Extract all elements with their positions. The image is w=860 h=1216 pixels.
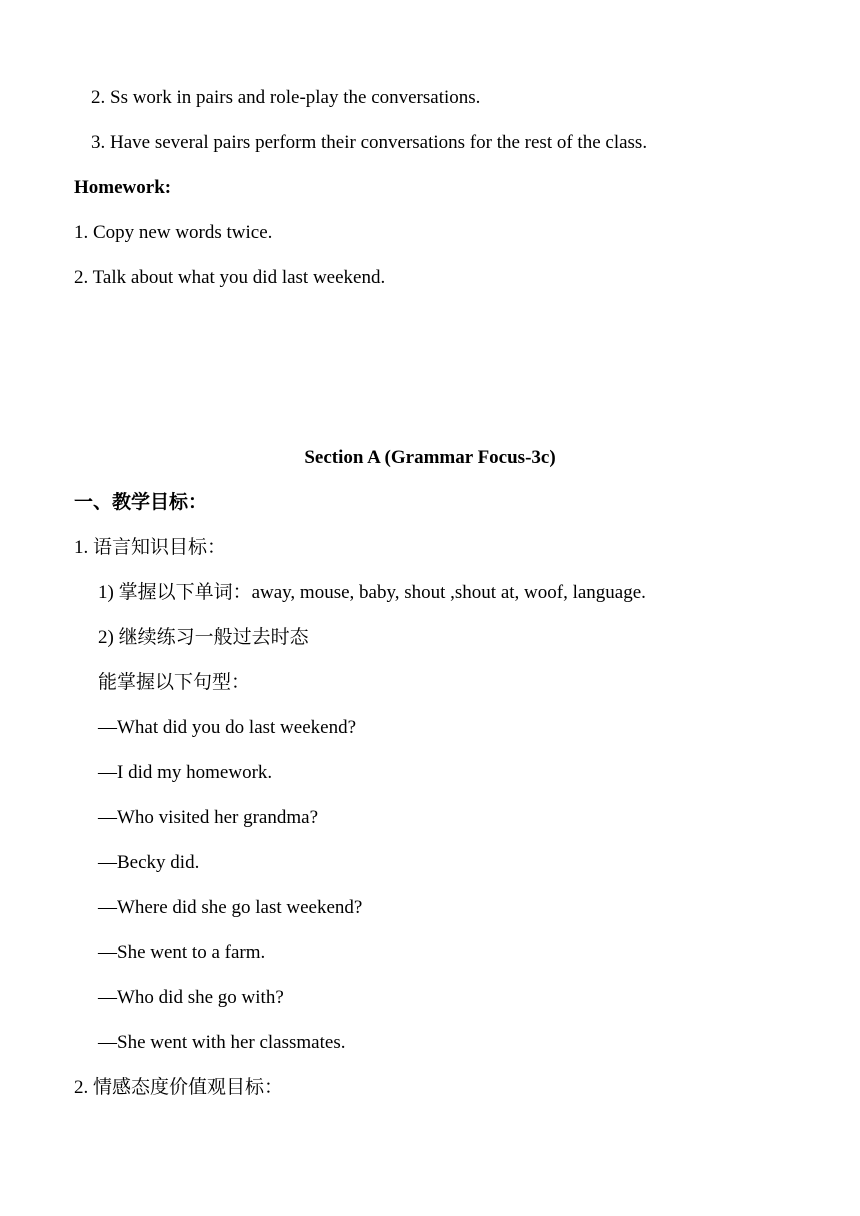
step-3-text: 3. Have several pairs perform their conversations for the rest of the class. — [91, 132, 648, 153]
tense-item: 2) 继续练习一般过去时态 — [98, 627, 309, 648]
homework-item: 2. Talk about what you did last weekend. — [74, 267, 386, 288]
dialogue-line: —Becky did. — [98, 852, 200, 873]
dialogue-line: —She went with her classmates. — [98, 1032, 346, 1053]
homework-heading: Homework: — [74, 177, 172, 198]
homework-item: 1. Copy new words twice. — [74, 222, 273, 243]
step-2-text: 2. Ss work in pairs and role-play the conversations. — [91, 87, 481, 108]
section-title: Section A (Grammar Focus-3c) — [304, 447, 556, 468]
objectives-heading: 一、教学目标： — [74, 492, 208, 513]
dialogue-line: —I did my homework. — [98, 762, 273, 783]
dialogue-line: —She went to a farm. — [98, 942, 266, 963]
dialogue-line: —Who visited her grandma? — [98, 807, 319, 828]
vocab-item: 1) 掌握以下单词：away, mouse, baby, shout ,shout at, woof, language. — [98, 582, 646, 603]
language-goal-heading: 1. 语言知识目标： — [74, 537, 227, 558]
dialogue-line: —What did you do last weekend? — [98, 717, 357, 738]
dialogue-line: —Where did she go last weekend? — [98, 897, 363, 918]
patterns-intro: 能掌握以下句型： — [98, 672, 251, 693]
dialogue-line: —Who did she go with? — [98, 987, 284, 1008]
emotion-goal-heading: 2. 情感态度价值观目标： — [74, 1077, 284, 1098]
